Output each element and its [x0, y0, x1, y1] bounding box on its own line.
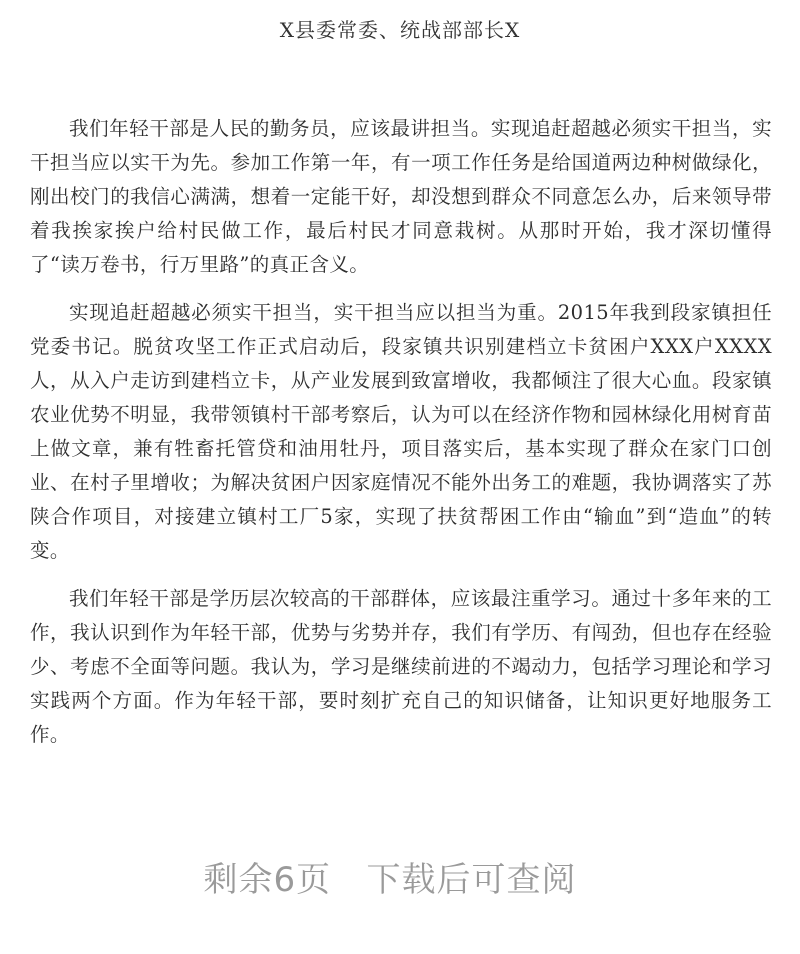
document-body	[30, 112, 772, 766]
paragraph: 实现追赶超越必须实干担当，实干担当应以担当为重。2015年我到段家镇担任党委书记。脱贫攻坚工作正式启动后，段家镇共识别建档立卡贫困户XXX户XXXX人，从入户走访到建档立卡，从产业发展到致富增收，我都倾注了很大心血。段家镇农业优势不明显，我带领镇村干部考察后，认为可以在经济作物和园林绿化用树育苗上做文章，兼有牲畜托管贷和油用牡丹，项目落实后，基本实现了群众在家门口创业、在村子里增收；为解决贫困户因家庭情况不能外出务工的难题，我协调落实了苏陕合作项目，对接建立镇村工厂5家，实现了扶贫帮困工作由“输血”到“造血”的转变。	[30, 301, 772, 562]
document-title: X县委常委、统战部部长X	[279, 18, 521, 42]
remaining-pages-note[interactable]: 剩余6页 下载后可查阅	[203, 860, 577, 900]
paragraph: 我们年轻干部是人民的勤务员，应该最讲担当。实现追赶超越必须实干担当，实干担当应以实干为先。参加工作第一年，有一项工作任务是给国道两边种树做绿化，刚出校门的我信心满满，想着一定能干好，却没想到群众不同意怎么办，后来领导带着我挨家挨户给村民做工作，最后村民才同意栽树。从那时开始，我才深切懂得了“读万卷书，行万里路”的真正含义。	[30, 117, 772, 276]
paragraph: 我们年轻干部是学历层次较高的干部群体，应该最注重学习。通过十多年来的工作，我认识到作为年轻干部，优势与劣势并存，我们有学历、有闯劲，但也存在经验少、考虑不全面等问题。我认为，学习是继续前进的不竭动力，包括学习理论和学习实践两个方面。作为年轻干部，要时刻扩充自己的知识储备，让知识更好地服务工作。	[30, 587, 772, 746]
